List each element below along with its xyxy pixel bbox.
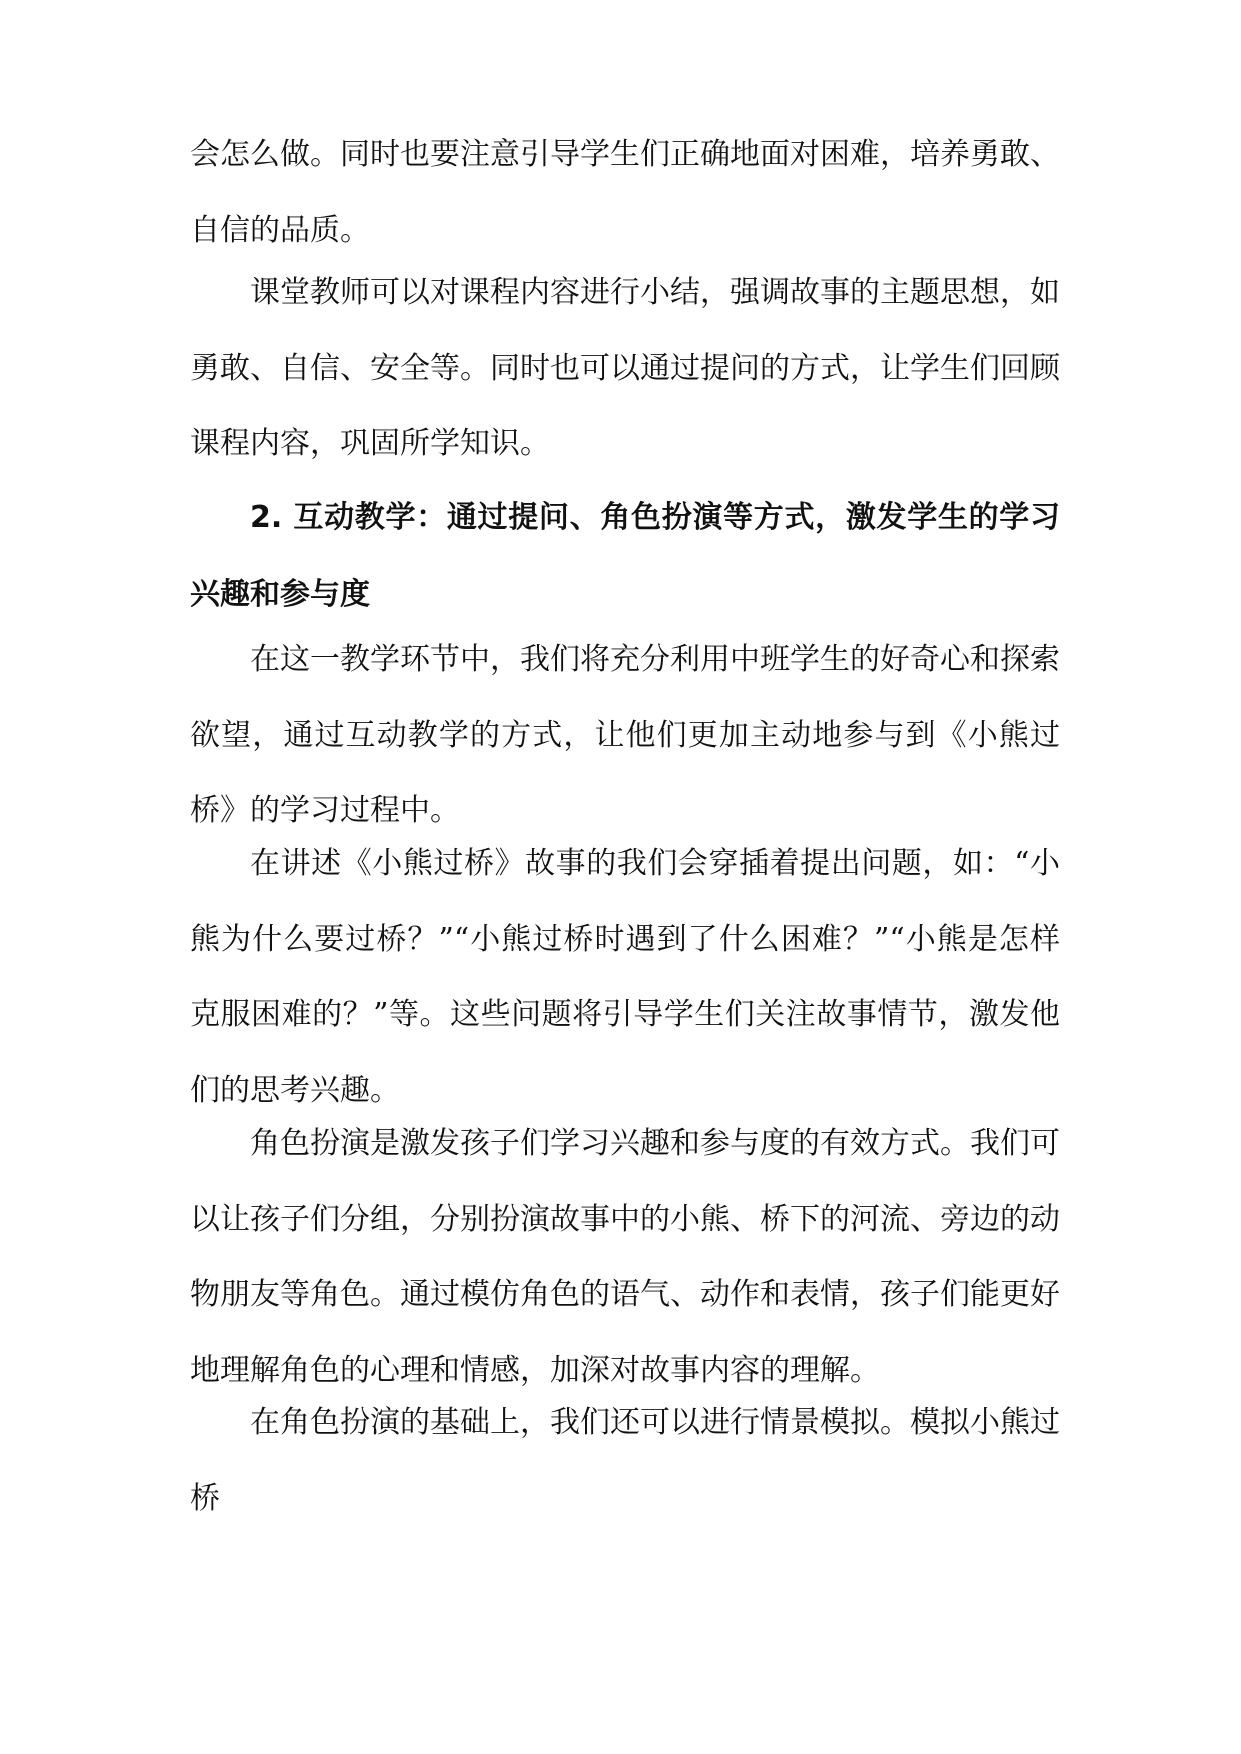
paragraph-intro: 在这一教学环节中，我们将充分利用中班学生的好奇心和探索欲望，通过互动教学的方式，让他们更加主动地参与到《小熊过桥》的学习过程中。 — [190, 642, 1060, 828]
paragraph-simulation: 在角色扮演的基础上，我们还可以进行情景模拟。模拟小熊过桥 — [190, 1405, 1060, 1516]
paragraph-questions: 在讲述《小熊过桥》故事的我们会穿插着提出问题，如：“小熊为什么要过桥？”“小熊过桥时遇到了什么困难？”“小熊是怎样克服困难的？”等。这些问题将引导学生们关注故事情节，激发他们的思考兴趣。 — [190, 846, 1060, 1108]
paragraph-role-play: 角色扮演是激发孩子们学习兴趣和参与度的有效方式。我们可以让孩子们分组，分别扮演故事中的小熊、桥下的河流、旁边的动物朋友等角色。通过模仿角色的语气、动作和表情，孩子们能更好地理解角色的心理和情感，加深对故事内容的理解。 — [190, 1126, 1060, 1388]
paragraph-summary: 课堂教师可以对课程内容进行小结，强调故事的主题思想，如勇敢、自信、安全等。同时也可以通过提问的方式，让学生们回顾课程内容，巩固所学知识。 — [190, 275, 1060, 461]
paragraph-continuation: 会怎么做。同时也要注意引导学生们正确地面对困难，培养勇敢、自信的品质。 — [190, 137, 1060, 248]
section-heading: 2. 互动教学：通过提问、角色扮演等方式，激发学生的学习兴趣和参与度 — [190, 500, 1060, 612]
